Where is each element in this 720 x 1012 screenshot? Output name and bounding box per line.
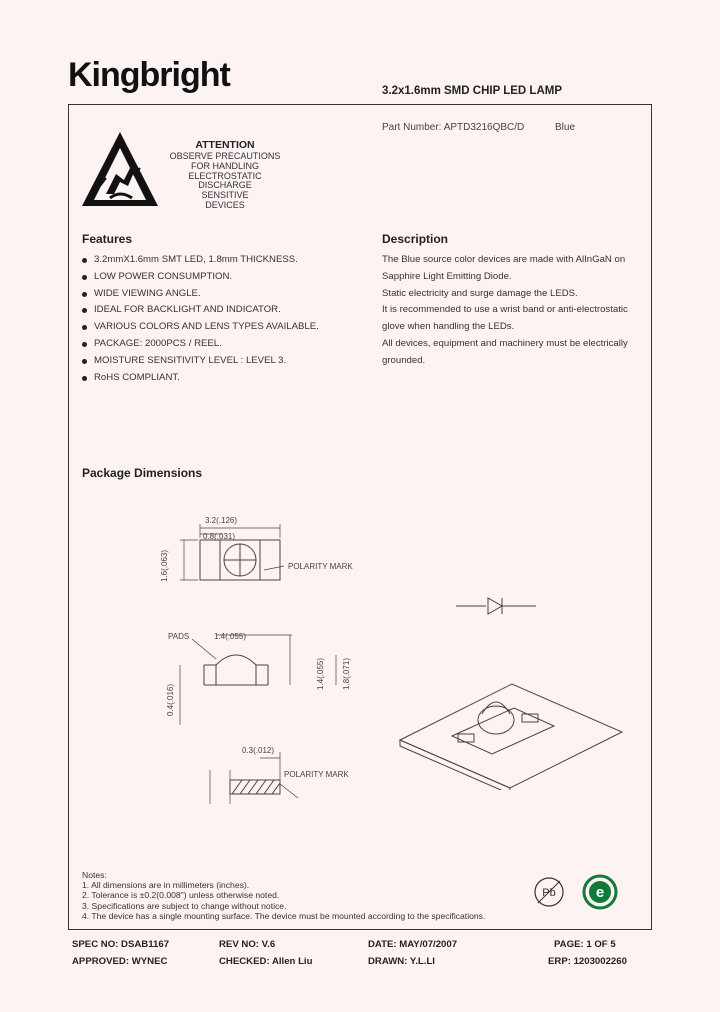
features-list bbox=[82, 252, 372, 386]
attention-line: DISCHARGE bbox=[198, 180, 252, 191]
attention-line: DEVICES bbox=[205, 199, 245, 210]
attention-line: OBSERVE PRECAUTIONS bbox=[169, 151, 281, 161]
dim-polarity-mark: POLARITY MARK bbox=[288, 562, 353, 571]
dim-width: 1.6(.063) bbox=[160, 549, 169, 582]
esd-warning-icon bbox=[80, 128, 160, 212]
attention-title: ATTENTION bbox=[195, 139, 255, 151]
description-line: All devices, equipment and machinery must be electrically bbox=[382, 337, 628, 349]
eco-label: e bbox=[595, 884, 605, 901]
eco-badge-icon bbox=[582, 874, 618, 910]
feature-item: RoHS COMPLIANT. bbox=[82, 370, 372, 387]
dim-tab: 0.3(.012) bbox=[242, 746, 275, 755]
pb-free-badge-icon bbox=[533, 876, 565, 908]
bottom-view-drawing bbox=[180, 740, 380, 810]
features-title: Features bbox=[82, 232, 133, 246]
pb-label: Pb bbox=[542, 887, 556, 899]
package-dimensions-title: Package Dimensions bbox=[82, 466, 203, 480]
feature-item: LOW POWER CONSUMPTION. bbox=[82, 269, 372, 286]
document-title: 3.2x1.6mm SMD CHIP LED LAMP bbox=[382, 85, 563, 97]
dim-height-a: 1.4(.055) bbox=[316, 657, 325, 690]
attention-line: FOR HANDLING bbox=[190, 160, 259, 171]
top-view-drawing bbox=[160, 510, 390, 610]
erp-number: ERP: 1203002260 bbox=[548, 956, 627, 967]
kingbright-logo: Kingbright bbox=[68, 56, 230, 94]
feature-item: PACKAGE: 2000PCS / REEL. bbox=[82, 336, 372, 353]
part-number: Part Number: APTD3216QBC/D bbox=[382, 122, 525, 133]
dim-side: 0.4(.016) bbox=[166, 683, 175, 716]
notes-title: Notes: bbox=[82, 870, 107, 880]
side-view-drawing bbox=[160, 625, 360, 725]
dim-lens: 1.4(.055) bbox=[214, 632, 247, 641]
spec-no: SPEC NO: DSAB1167 bbox=[72, 939, 170, 950]
notes bbox=[82, 870, 582, 921]
led-3d-drawing bbox=[396, 670, 626, 790]
dim-height-b: 1.8(.071) bbox=[342, 657, 351, 690]
note-line: 4. The device has a single mounting surface. The device must be mounted according to the specifications. bbox=[82, 910, 486, 921]
feature-item: WIDE VIEWING ANGLE. bbox=[82, 286, 372, 303]
description-line: glove when handling the LEDs. bbox=[382, 321, 515, 333]
attention-text bbox=[160, 152, 290, 211]
description-title: Description bbox=[382, 232, 449, 246]
checked-by: CHECKED: Allen Liu bbox=[219, 956, 313, 967]
note-line: 3. Specifications are subject to change without notice. bbox=[82, 900, 287, 911]
dim-length: 3.2(.126) bbox=[205, 516, 238, 525]
note-line: 1. All dimensions are in millimeters (inches). bbox=[82, 880, 250, 891]
attention-line: ELECTROSTATIC bbox=[188, 170, 262, 181]
dim-polarity-mark-2: POLARITY MARK bbox=[284, 770, 349, 779]
feature-item: IDEAL FOR BACKLIGHT AND INDICATOR. bbox=[82, 302, 372, 319]
page-number: PAGE: 1 OF 5 bbox=[554, 939, 616, 950]
description-line: grounded. bbox=[382, 354, 426, 366]
attention-line: SENSITIVE bbox=[201, 190, 249, 201]
diode-symbol-icon bbox=[452, 596, 542, 616]
feature-item: 3.2mmX1.6mm SMT LED, 1.8mm THICKNESS. bbox=[82, 252, 372, 269]
date: DATE: MAY/07/2007 bbox=[368, 939, 458, 950]
feature-item: VARIOUS COLORS AND LENS TYPES AVAILABLE. bbox=[82, 319, 372, 336]
note-line: 2. Tolerance is ±0.2(0.008") unless otherwise noted. bbox=[82, 890, 280, 901]
description-line: The Blue source color devices are made with AlInGaN on bbox=[382, 254, 626, 265]
dim-pads: PADS bbox=[168, 632, 190, 641]
approved-by: APPROVED: WYNEC bbox=[72, 956, 168, 967]
description-line: Sapphire Light Emitting Diode. bbox=[382, 270, 512, 282]
dim-pad: 0.8(.031) bbox=[203, 532, 236, 541]
feature-item: MOISTURE SENSITIVITY LEVEL : LEVEL 3. bbox=[82, 353, 372, 370]
description-line: It is recommended to use a wrist band or anti-electrostatic bbox=[382, 304, 628, 316]
rev-no: REV NO: V.6 bbox=[219, 939, 276, 950]
drawn-by: DRAWN: Y.L.LI bbox=[368, 956, 435, 967]
part-color: Blue bbox=[555, 122, 576, 133]
description-text bbox=[382, 252, 650, 370]
description-line: Static electricity and surge damage the LEDS. bbox=[382, 287, 578, 299]
